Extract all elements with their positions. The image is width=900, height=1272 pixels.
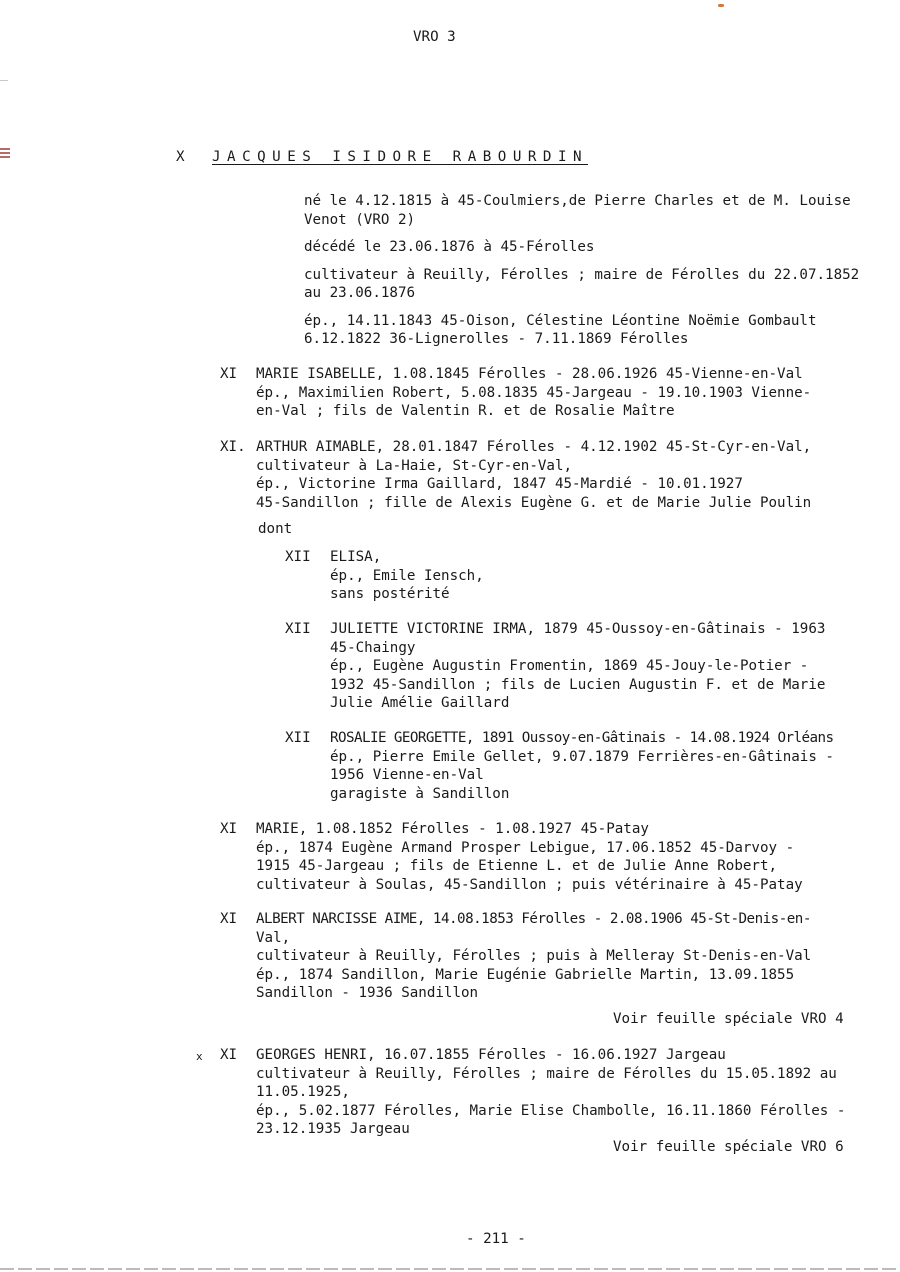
entry-line: ép., 1874 Sandillon, Marie Eugénie Gabrielle Martin, 13.09.1855 [256, 966, 795, 983]
entry-line: ép., Pierre Emile Gellet, 9.07.1879 Ferrières-en-Gâtinais - [330, 748, 834, 765]
entry-line: MARIE, 1.08.1852 Férolles - 1.08.1927 45-Patay [256, 821, 649, 837]
generation-label: XII [285, 730, 311, 746]
child-entry [256, 910, 811, 1003]
entry-line: ELISA, [330, 549, 382, 565]
scan-bottom-edge [0, 1268, 900, 1270]
see-reference: Voir feuille spéciale VRO 4 [613, 1011, 844, 1027]
generation-label: XII [285, 621, 311, 637]
grandchild-entry [330, 548, 484, 604]
entry-line: ALBERT NARCISSE AIME, 14.08.1853 Férolles - 2.08.1906 45-St-Denis-en- [256, 911, 811, 927]
scan-dot [718, 4, 724, 7]
detail-line: cultivateur à Reuilly, Férolles ; maire de Férolles du 22.07.1852 [304, 266, 860, 283]
entry-line: 45-Sandillon ; fille de Alexis Eugène G. et de Marie Julie Poulin [256, 494, 812, 511]
entry-line: ARTHUR AIMABLE, 28.01.1847 Férolles - 4.12.1902 45-St-Cyr-en-Val, [256, 439, 812, 455]
generation-label: XII [285, 549, 311, 565]
dont-label: dont [258, 521, 293, 537]
entry-line: GEORGES HENRI, 16.07.1855 Férolles - 16.06.1927 Jargeau [256, 1047, 726, 1063]
entry-line: cultivateur à Reuilly, Férolles ; puis à Melleray St-Denis-en-Val [256, 948, 812, 964]
see-reference: Voir feuille spéciale VRO 6 [613, 1139, 844, 1155]
entry-line: 11.05.1925, [256, 1084, 350, 1100]
child-entry [256, 438, 811, 512]
entry-line: ROSALIE GEORGETTE, 1891 Oussoy-en-Gâtinais - 14.08.1924 Orléans [330, 730, 834, 746]
entry-line: Julie Amélie Gaillard [330, 695, 510, 711]
entry-line: ép., 5.02.1877 Férolles, Marie Elise Chambolle, 16.11.1860 Férolles - [256, 1102, 846, 1119]
document-reference: VRO 3 [413, 29, 456, 45]
entry-line: Sandillon - 1936 Sandillon [256, 985, 479, 1001]
main-details [304, 192, 859, 349]
detail-line: ép., 14.11.1843 45-Oison, Célestine Léontine Noëmie Gombault [304, 312, 817, 329]
entry-line: 1956 Vienne-en-Val [330, 767, 484, 783]
detail-line: au 23.06.1876 [304, 285, 416, 301]
entry-line: ép., Victorine Irma Gaillard, 1847 45-Mardié - 10.01.1927 [256, 476, 743, 492]
child-entry [256, 365, 811, 421]
entry-line: MARIE ISABELLE, 1.08.1845 Férolles - 28.06.1926 45-Vienne-en-Val [256, 366, 803, 382]
grandchild-entry [330, 729, 834, 803]
entry-line: en-Val ; fils de Valentin R. et de Rosalie Maître [256, 403, 675, 419]
entry-line: 1915 45-Jargeau ; fils de Etienne L. et de Julie Anne Robert, [256, 858, 778, 874]
entry-line: ép., Eugène Augustin Fromentin, 1869 45-Jouy-le-Potier - [330, 658, 809, 674]
entry-line: garagiste à Sandillon [330, 785, 510, 802]
entry-line: cultivateur à Soulas, 45-Sandillon ; puis vétérinaire à 45-Patay [256, 876, 803, 893]
detail-line: décédé le 23.06.1876 à 45-Férolles [304, 239, 595, 255]
entry-line: ép., Maximilien Robert, 5.08.1835 45-Jargeau - 19.10.1903 Vienne- [256, 384, 812, 401]
entry-line: sans postérité [330, 586, 450, 602]
scan-margin-mark [0, 80, 8, 81]
person-name-heading: JACQUES ISIDORE RABOURDIN [212, 149, 589, 165]
child-entry [256, 820, 803, 894]
generation-label: XI [220, 1047, 238, 1063]
entry-line: JULIETTE VICTORINE IRMA, 1879 45-Oussoy-en-Gâtinais - 1963 [330, 621, 826, 637]
child-entry [256, 1046, 845, 1139]
generation-label: XI [220, 821, 238, 837]
entry-line: ép., Emile Iensch, [330, 567, 484, 584]
detail-line: né le 4.12.1815 à 45-Coulmiers,de Pierre Charles et de M. Louise [304, 193, 851, 209]
entry-line: 23.12.1935 Jargeau [256, 1121, 410, 1137]
entry-line: 45-Chaingy [330, 639, 416, 656]
generation-label: XI. [220, 439, 246, 455]
scan-margin-mark [0, 152, 10, 154]
page-number: - 211 - [466, 1231, 526, 1247]
entry-line: cultivateur à Reuilly, Férolles ; maire de Férolles du 15.05.1892 au [256, 1065, 837, 1082]
entry-line: 1932 45-Sandillon ; fils de Lucien Augustin F. et de Marie [330, 676, 826, 693]
margin-mark-x: x [196, 1050, 203, 1063]
entry-line: Val, [256, 929, 291, 946]
detail-line: Venot (VRO 2) [304, 211, 416, 228]
scan-margin-mark [0, 156, 10, 158]
grandchild-entry [330, 620, 825, 713]
detail-line: 6.12.1822 36-Lignerolles - 7.11.1869 Férolles [304, 331, 689, 347]
generation-label: XI [220, 911, 238, 927]
entry-line: ép., 1874 Eugène Armand Prosper Lebigue, 17.06.1852 45-Darvoy - [256, 839, 795, 856]
generation-number: X [176, 149, 187, 165]
generation-label: XI [220, 366, 238, 382]
scan-margin-mark [0, 148, 10, 150]
entry-line: cultivateur à La-Haie, St-Cyr-en-Val, [256, 457, 573, 474]
